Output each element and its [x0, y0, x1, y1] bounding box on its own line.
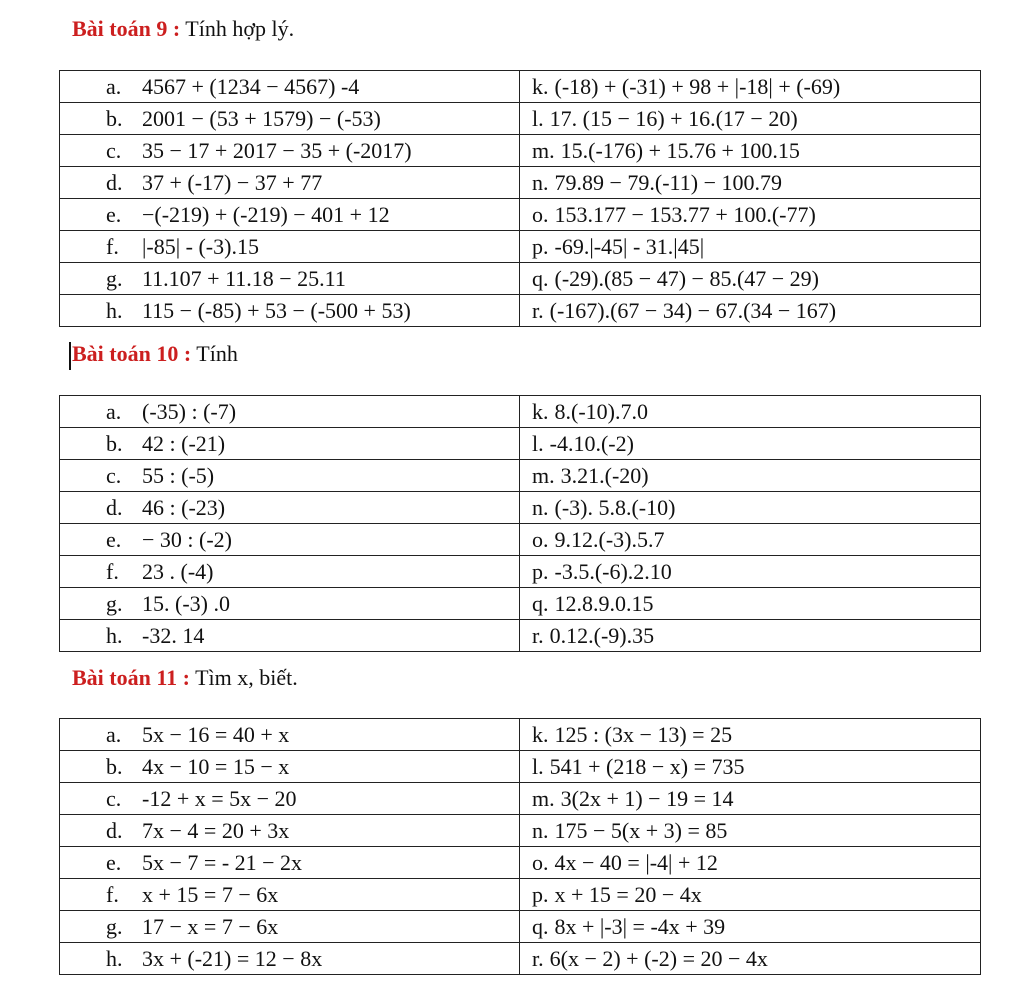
exercise-label: n.: [532, 817, 549, 843]
exercise-label: p.: [532, 881, 549, 907]
exercise-label: h.: [106, 297, 123, 323]
table-row: [60, 295, 981, 327]
exercise-expression: 42 : (-21): [142, 430, 226, 456]
exercise-cell: [60, 492, 520, 524]
exercise-label: p.: [532, 558, 549, 584]
exercise-expression: 8x + |-3| = -4x + 39: [554, 913, 726, 939]
exercise-expression: (-35) : (-7): [142, 398, 237, 424]
exercise-cell: [60, 295, 520, 327]
exercise-expression: 23 . (-4): [142, 558, 214, 584]
exercise-label: h.: [106, 945, 123, 971]
exercise-cell: [60, 783, 520, 815]
exercise-cell: [60, 911, 520, 943]
exercise-label: k.: [532, 398, 549, 424]
exercise-label: b.: [106, 430, 123, 456]
exercise-cell: [520, 783, 981, 815]
exercise-expression: 153.177 − 153.77 + 100.(-77): [554, 201, 816, 227]
exercise-cell: [60, 263, 520, 295]
exercise-expression: x + 15 = 7 − 6x: [142, 881, 279, 907]
exercise-label: g.: [106, 265, 123, 291]
exercise-cell: [520, 879, 981, 911]
exercise-label: n.: [532, 494, 549, 520]
exercise-cell: [520, 71, 981, 103]
exercise-label: m.: [532, 785, 555, 811]
exercise-label: m.: [532, 462, 555, 488]
exercise-expression: 2001 − (53 + 1579) − (-53): [142, 105, 381, 131]
exercise-label: e.: [106, 201, 122, 227]
problem-9-table: [59, 70, 981, 327]
exercise-label: a.: [106, 398, 122, 424]
exercise-cell: [520, 167, 981, 199]
exercise-label: e.: [106, 526, 122, 552]
exercise-cell: [520, 620, 981, 652]
exercise-cell: [520, 492, 981, 524]
table-row: [60, 815, 981, 847]
exercise-label: r.: [532, 297, 544, 323]
table-row: [60, 556, 981, 588]
exercise-cell: [520, 103, 981, 135]
exercise-cell: [60, 167, 520, 199]
exercise-label: c.: [106, 137, 122, 163]
exercise-label: g.: [106, 913, 123, 939]
exercise-expression: 11.107 + 11.18 − 25.11: [142, 265, 346, 291]
exercise-expression: 79.89 − 79.(-11) − 100.79: [554, 169, 782, 195]
exercise-cell: [60, 847, 520, 879]
exercise-expression: 5x − 7 = - 21 − 2x: [142, 849, 303, 875]
exercise-label: m.: [532, 137, 555, 163]
exercise-expression: 6(x − 2) + (-2) = 20 − 4x: [549, 945, 768, 971]
exercise-label: c.: [106, 462, 122, 488]
exercise-expression: 15.(-176) + 15.76 + 100.15: [560, 137, 800, 163]
exercise-cell: [60, 71, 520, 103]
exercise-cell: [520, 751, 981, 783]
exercise-label: f.: [106, 881, 119, 907]
exercise-label: f.: [106, 558, 119, 584]
exercise-expression: (-29).(85 − 47) − 85.(47 − 29): [554, 265, 820, 291]
table-row: [60, 719, 981, 751]
problem-10-heading: [72, 341, 238, 367]
exercise-expression: 4567 + (1234 − 4567) -4: [142, 73, 360, 99]
table-row: [60, 135, 981, 167]
table-row: [60, 620, 981, 652]
exercise-label: d.: [106, 169, 123, 195]
exercise-cell: [520, 719, 981, 751]
exercise-label: n.: [532, 169, 549, 195]
table-row: [60, 71, 981, 103]
exercise-expression: -4.10.(-2): [549, 430, 634, 456]
table-row: [60, 751, 981, 783]
table-row: [60, 847, 981, 879]
table-row: [60, 231, 981, 263]
table-row: [60, 524, 981, 556]
exercise-expression: -3.5.(-6).2.10: [554, 558, 672, 584]
exercise-expression: 8.(-10).7.0: [554, 398, 648, 424]
table-row: [60, 879, 981, 911]
exercise-expression: − 30 : (-2): [142, 526, 232, 552]
exercise-label: l.: [532, 430, 544, 456]
exercise-label: q.: [532, 265, 549, 291]
exercise-expression: 55 : (-5): [142, 462, 215, 488]
exercise-expression: 115 − (-85) + 53 − (-500 + 53): [142, 297, 411, 323]
exercise-cell: [520, 428, 981, 460]
exercise-cell: [60, 751, 520, 783]
problem-11-label: Bài toán 11 :: [72, 665, 190, 690]
exercise-expression: -69.|-45| - 31.|45|: [554, 233, 705, 259]
table-row: [60, 588, 981, 620]
exercise-label: k.: [532, 73, 549, 99]
exercise-cell: [520, 295, 981, 327]
exercise-expression: (-3). 5.8.(-10): [554, 494, 676, 520]
exercise-cell: [520, 556, 981, 588]
exercise-cell: [520, 943, 981, 975]
exercise-cell: [520, 815, 981, 847]
exercise-cell: [60, 135, 520, 167]
exercise-label: q.: [532, 913, 549, 939]
exercise-expression: |-85| - (-3).15: [142, 233, 259, 259]
exercise-expression: 4x − 10 = 15 − x: [142, 753, 290, 779]
exercise-expression: -32. 14: [142, 622, 205, 648]
exercise-label: p.: [532, 233, 549, 259]
exercise-cell: [520, 199, 981, 231]
exercise-expression: 3(2x + 1) − 19 = 14: [560, 785, 734, 811]
table-row: [60, 428, 981, 460]
exercise-label: r.: [532, 622, 544, 648]
exercise-expression: 17 − x = 7 − 6x: [142, 913, 279, 939]
exercise-cell: [60, 460, 520, 492]
exercise-cell: [60, 103, 520, 135]
exercise-expression: (-18) + (-31) + 98 + |-18| + (-69): [554, 73, 841, 99]
exercise-label: a.: [106, 721, 122, 747]
table-row: [60, 783, 981, 815]
table-row: [60, 103, 981, 135]
problem-9-heading: [72, 16, 294, 42]
exercise-label: k.: [532, 721, 549, 747]
exercise-expression: 9.12.(-3).5.7: [554, 526, 665, 552]
table-row: [60, 943, 981, 975]
exercise-expression: 125 : (3x − 13) = 25: [554, 721, 733, 747]
table-row: [60, 911, 981, 943]
exercise-expression: 12.8.9.0.15: [554, 590, 654, 616]
problem-11-table: [59, 718, 981, 975]
problem-10-title: Tính: [191, 341, 238, 366]
exercise-cell: [60, 943, 520, 975]
exercise-expression: 4x − 40 = |-4| + 12: [554, 849, 718, 875]
exercise-expression: −(-219) + (-219) − 401 + 12: [142, 201, 390, 227]
exercise-label: a.: [106, 73, 122, 99]
exercise-label: d.: [106, 817, 123, 843]
exercise-label: g.: [106, 590, 123, 616]
exercise-label: r.: [532, 945, 544, 971]
exercise-cell: [60, 879, 520, 911]
exercise-label: o.: [532, 526, 549, 552]
exercise-cell: [60, 524, 520, 556]
exercise-expression: 5x − 16 = 40 + x: [142, 721, 290, 747]
exercise-expression: -12 + x = 5x − 20: [142, 785, 297, 811]
table-row: [60, 396, 981, 428]
exercise-label: h.: [106, 622, 123, 648]
exercise-label: d.: [106, 494, 123, 520]
exercise-expression: 3.21.(-20): [560, 462, 649, 488]
exercise-label: b.: [106, 105, 123, 131]
exercise-cell: [60, 588, 520, 620]
exercise-cell: [520, 396, 981, 428]
exercise-cell: [60, 428, 520, 460]
exercise-label: q.: [532, 590, 549, 616]
exercise-cell: [520, 524, 981, 556]
problem-10-label: Bài toán 10 :: [72, 341, 192, 366]
problem-9-title: Tính hợp lý.: [180, 16, 295, 41]
exercise-cell: [520, 460, 981, 492]
exercise-cell: [60, 815, 520, 847]
problem-11-title: Tìm x, biết.: [189, 665, 298, 690]
problem-11-heading: [72, 665, 298, 691]
table-row: [60, 167, 981, 199]
exercise-cell: [60, 719, 520, 751]
exercise-label: o.: [532, 849, 549, 875]
exercise-cell: [60, 231, 520, 263]
exercise-expression: 175 − 5(x + 3) = 85: [554, 817, 728, 843]
exercise-expression: 15. (-3) .0: [142, 590, 230, 616]
problem-9-label: Bài toán 9 :: [72, 16, 181, 41]
table-row: [60, 263, 981, 295]
exercise-cell: [520, 911, 981, 943]
exercise-cell: [60, 556, 520, 588]
exercise-expression: x + 15 = 20 − 4x: [554, 881, 702, 907]
exercise-cell: [520, 588, 981, 620]
exercise-cell: [520, 263, 981, 295]
exercise-label: l.: [532, 753, 544, 779]
exercise-cell: [520, 231, 981, 263]
exercise-expression: 541 + (218 − x) = 735: [549, 753, 745, 779]
exercise-expression: 0.12.(-9).35: [549, 622, 655, 648]
exercise-label: f.: [106, 233, 119, 259]
exercise-expression: (-167).(67 − 34) − 67.(34 − 167): [549, 297, 837, 323]
exercise-cell: [60, 620, 520, 652]
exercise-cell: [520, 135, 981, 167]
exercise-label: o.: [532, 201, 549, 227]
exercise-expression: 7x − 4 = 20 + 3x: [142, 817, 290, 843]
table-row: [60, 199, 981, 231]
table-row: [60, 492, 981, 524]
exercise-expression: 17. (15 − 16) + 16.(17 − 20): [549, 105, 798, 131]
table-row: [60, 460, 981, 492]
exercise-label: b.: [106, 753, 123, 779]
exercise-cell: [60, 396, 520, 428]
exercise-expression: 3x + (-21) = 12 − 8x: [142, 945, 323, 971]
problem-10-table: [59, 395, 981, 652]
exercise-cell: [60, 199, 520, 231]
exercise-label: c.: [106, 785, 122, 811]
exercise-label: e.: [106, 849, 122, 875]
exercise-expression: 35 − 17 + 2017 − 35 + (-2017): [142, 137, 412, 163]
text-cursor: [69, 342, 71, 370]
exercise-expression: 37 + (-17) − 37 + 77: [142, 169, 323, 195]
exercise-expression: 46 : (-23): [142, 494, 226, 520]
exercise-cell: [520, 847, 981, 879]
exercise-label: l.: [532, 105, 544, 131]
